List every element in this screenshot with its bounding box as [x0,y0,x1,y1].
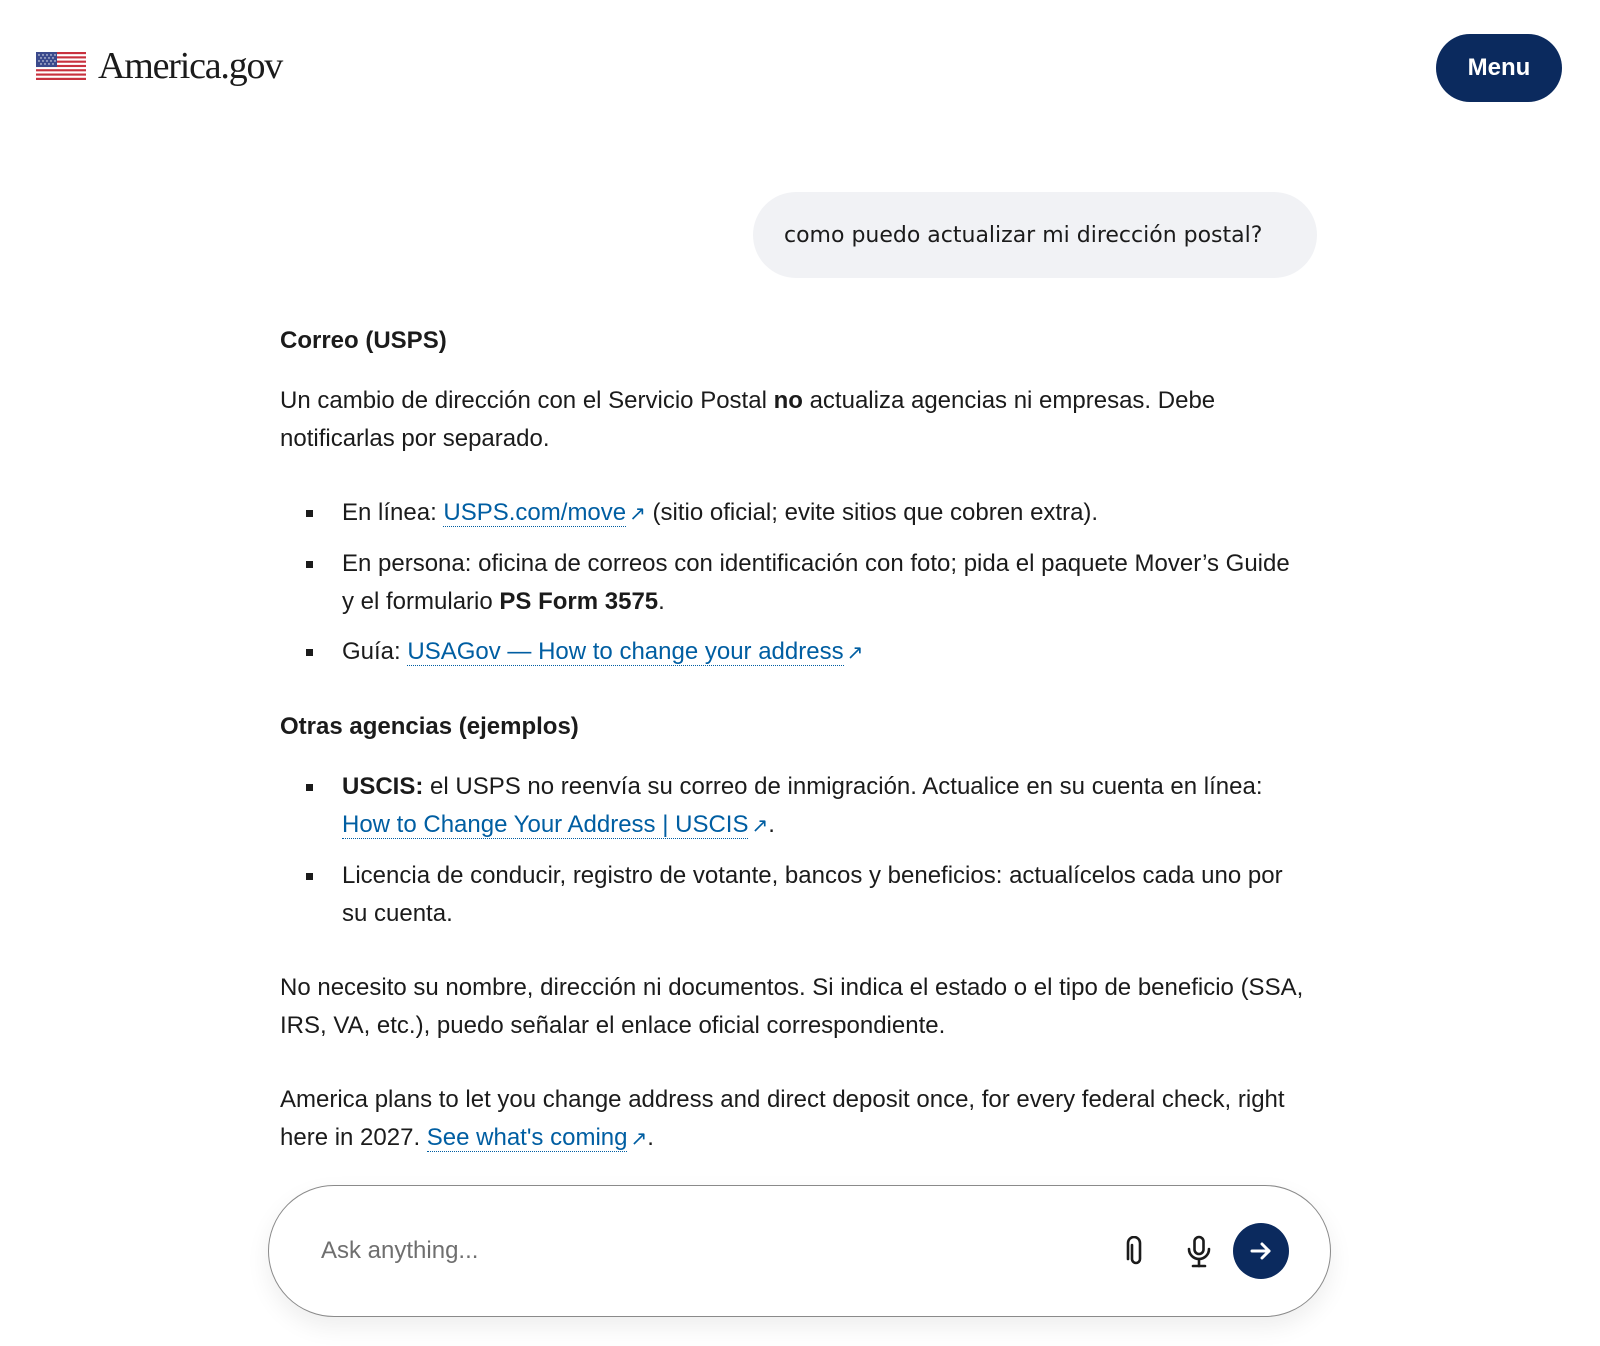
list-item: Guía: USAGov — How to change your address ↗ [280,633,1305,672]
see-whats-coming-link[interactable]: See what's coming [426,1124,628,1151]
user-message-bubble [753,192,1317,278]
privacy-note: No necesito su nombre, dirección ni documentos. Si indica el estado o el tipo de beneficio (SSA, IRS, VA, etc.), puedo señalar el enlace oficial correspondiente. [280,974,1304,1039]
user-message-text: como puedo actualizar mi dirección postal? [784,222,1263,248]
chat-input-bar [268,1185,1331,1317]
arrow-up-right-icon: ↗ [846,642,864,664]
list-item: En persona: oficina de correos con identificación con foto; pida el paquete Mover’s Guide y el formulario PS Form 3575. [280,545,1305,621]
usps-options-list [280,494,1305,672]
site-header [0,0,1600,140]
list-item: USCIS: el USPS no reenvía su correo de inmigración. Actualice en su cuenta en línea: How to Change Your Address | USCIS ↗. [280,768,1305,845]
uscis-address-link[interactable]: How to Change Your Address | USCIS [342,811,749,838]
paperclip-icon[interactable] [1114,1230,1158,1274]
section-title-usps: Correo (USPS) [280,327,447,354]
usagov-address-link[interactable]: USAGov — How to change your address [407,638,844,665]
send-button[interactable] [1233,1223,1289,1279]
arrow-up-right-icon: ↗ [751,815,769,837]
site-logo[interactable] [36,44,282,88]
list-item: En línea: USPS.com/move ↗ (sitio oficial; evite sitios que cobren extra). [280,494,1305,533]
menu-button[interactable]: Menu [1436,34,1562,102]
arrow-up-right-icon: ↗ [630,1128,648,1150]
section-title-other-agencies: Otras agencias (ejemplos) [280,713,579,740]
intro-paragraph: Un cambio de dirección con el Servicio Postal no actualiza agencias ni empresas. Debe notificarlas por separado. [280,387,1216,452]
microphone-icon[interactable] [1177,1230,1221,1274]
ask-input[interactable] [321,1226,1081,1276]
us-flag-icon [36,52,86,80]
usps-move-link[interactable]: USPS.com/move [443,499,627,526]
assistant-response [280,322,1305,1194]
other-agencies-list [280,768,1305,933]
promo-paragraph: America plans to let you change address and direct deposit once, for every federal check, right here in 2027. See what's coming ↗. [280,1086,1285,1151]
list-item: Licencia de conducir, registro de votante, bancos y beneficios: actualícelos cada uno por su cuenta. [280,857,1305,933]
arrow-up-right-icon: ↗ [629,503,646,525]
logo-text: America.gov [98,45,283,87]
intro-bold-word: no [773,387,803,414]
arrow-right-icon [1248,1238,1274,1264]
